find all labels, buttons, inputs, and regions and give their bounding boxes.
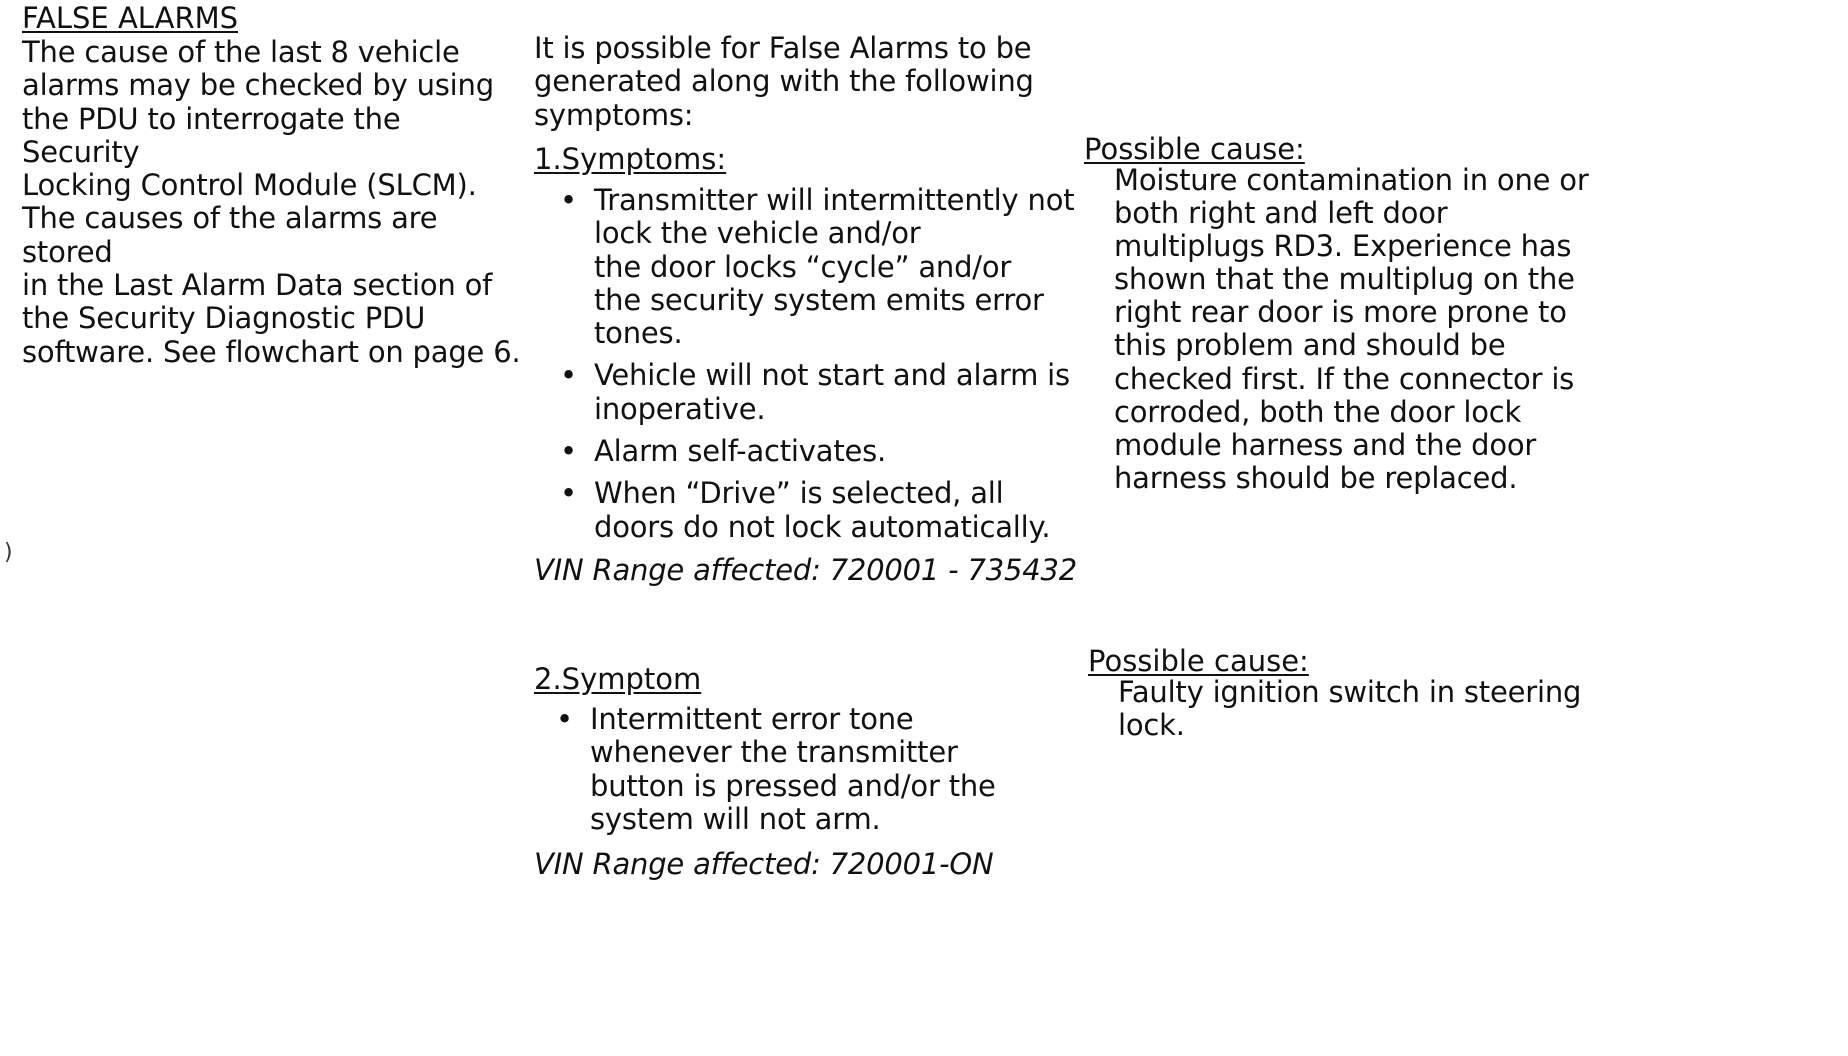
- vin-range-1: VIN Range affected: 720001 - 735432: [534, 553, 1077, 587]
- symptom-item: • Alarm self-activates.: [556, 435, 1076, 468]
- symptom-item: • When “Drive” is selected, all doors do not lock automatically.: [556, 477, 1076, 544]
- symptom-item: • Intermittent error tone whenever the transmitter button is pressed and/or the system will not arm.: [552, 703, 1072, 836]
- possible-cause-2-heading: Possible cause:: [1088, 644, 1309, 678]
- possible-cause-1-text: Moisture contamination in one or both right and left door multiplugs RD3. Experience has shown that the multiplug on the right rear door is more prone to this problem and should be checked first. If the connector is corroded, both the door lock module harness and the door harness should be replaced.: [1114, 163, 1589, 495]
- symptom-2-heading: [534, 661, 701, 697]
- symptom-2-list: [552, 703, 1072, 836]
- possible-cause-2-text: Faulty ignition switch in steering lock.: [1118, 675, 1582, 743]
- section-title: FALSE ALARMS: [22, 1, 239, 35]
- possible-cause-1-heading: Possible cause:: [1084, 132, 1305, 166]
- margin-mark: ): [4, 540, 13, 565]
- intro-paragraph: The cause of the last 8 vehicle alarms may be checked by using the PDU to interrogate the Security Locking Control Module (SLCM). The causes of the alarms are stored in the Last Alarm Data section of the Security Diagnostic PDU software. See flowchart on page 6.: [22, 35, 521, 369]
- symptom-item: • Vehicle will not start and alarm is inoperative.: [556, 359, 1076, 426]
- symptom-2-number: 2.: [534, 662, 562, 696]
- false-alarm-intro: It is possible for False Alarms to be generated along with the following symptoms:: [534, 31, 1034, 132]
- symptoms-1-number: 1.: [534, 142, 562, 176]
- symptom-item: • Transmitter will intermittently not lock the vehicle and/or the door locks “cycle” and/or the security system emits error tones.: [556, 184, 1076, 350]
- symptom-2-label: Symptom: [561, 662, 702, 696]
- symptoms-1-heading: [534, 141, 726, 177]
- symptoms-1-list: [556, 184, 1076, 544]
- vin-range-2: VIN Range affected: 720001-ON: [534, 847, 994, 881]
- symptoms-1-label: Symptoms:: [561, 142, 727, 176]
